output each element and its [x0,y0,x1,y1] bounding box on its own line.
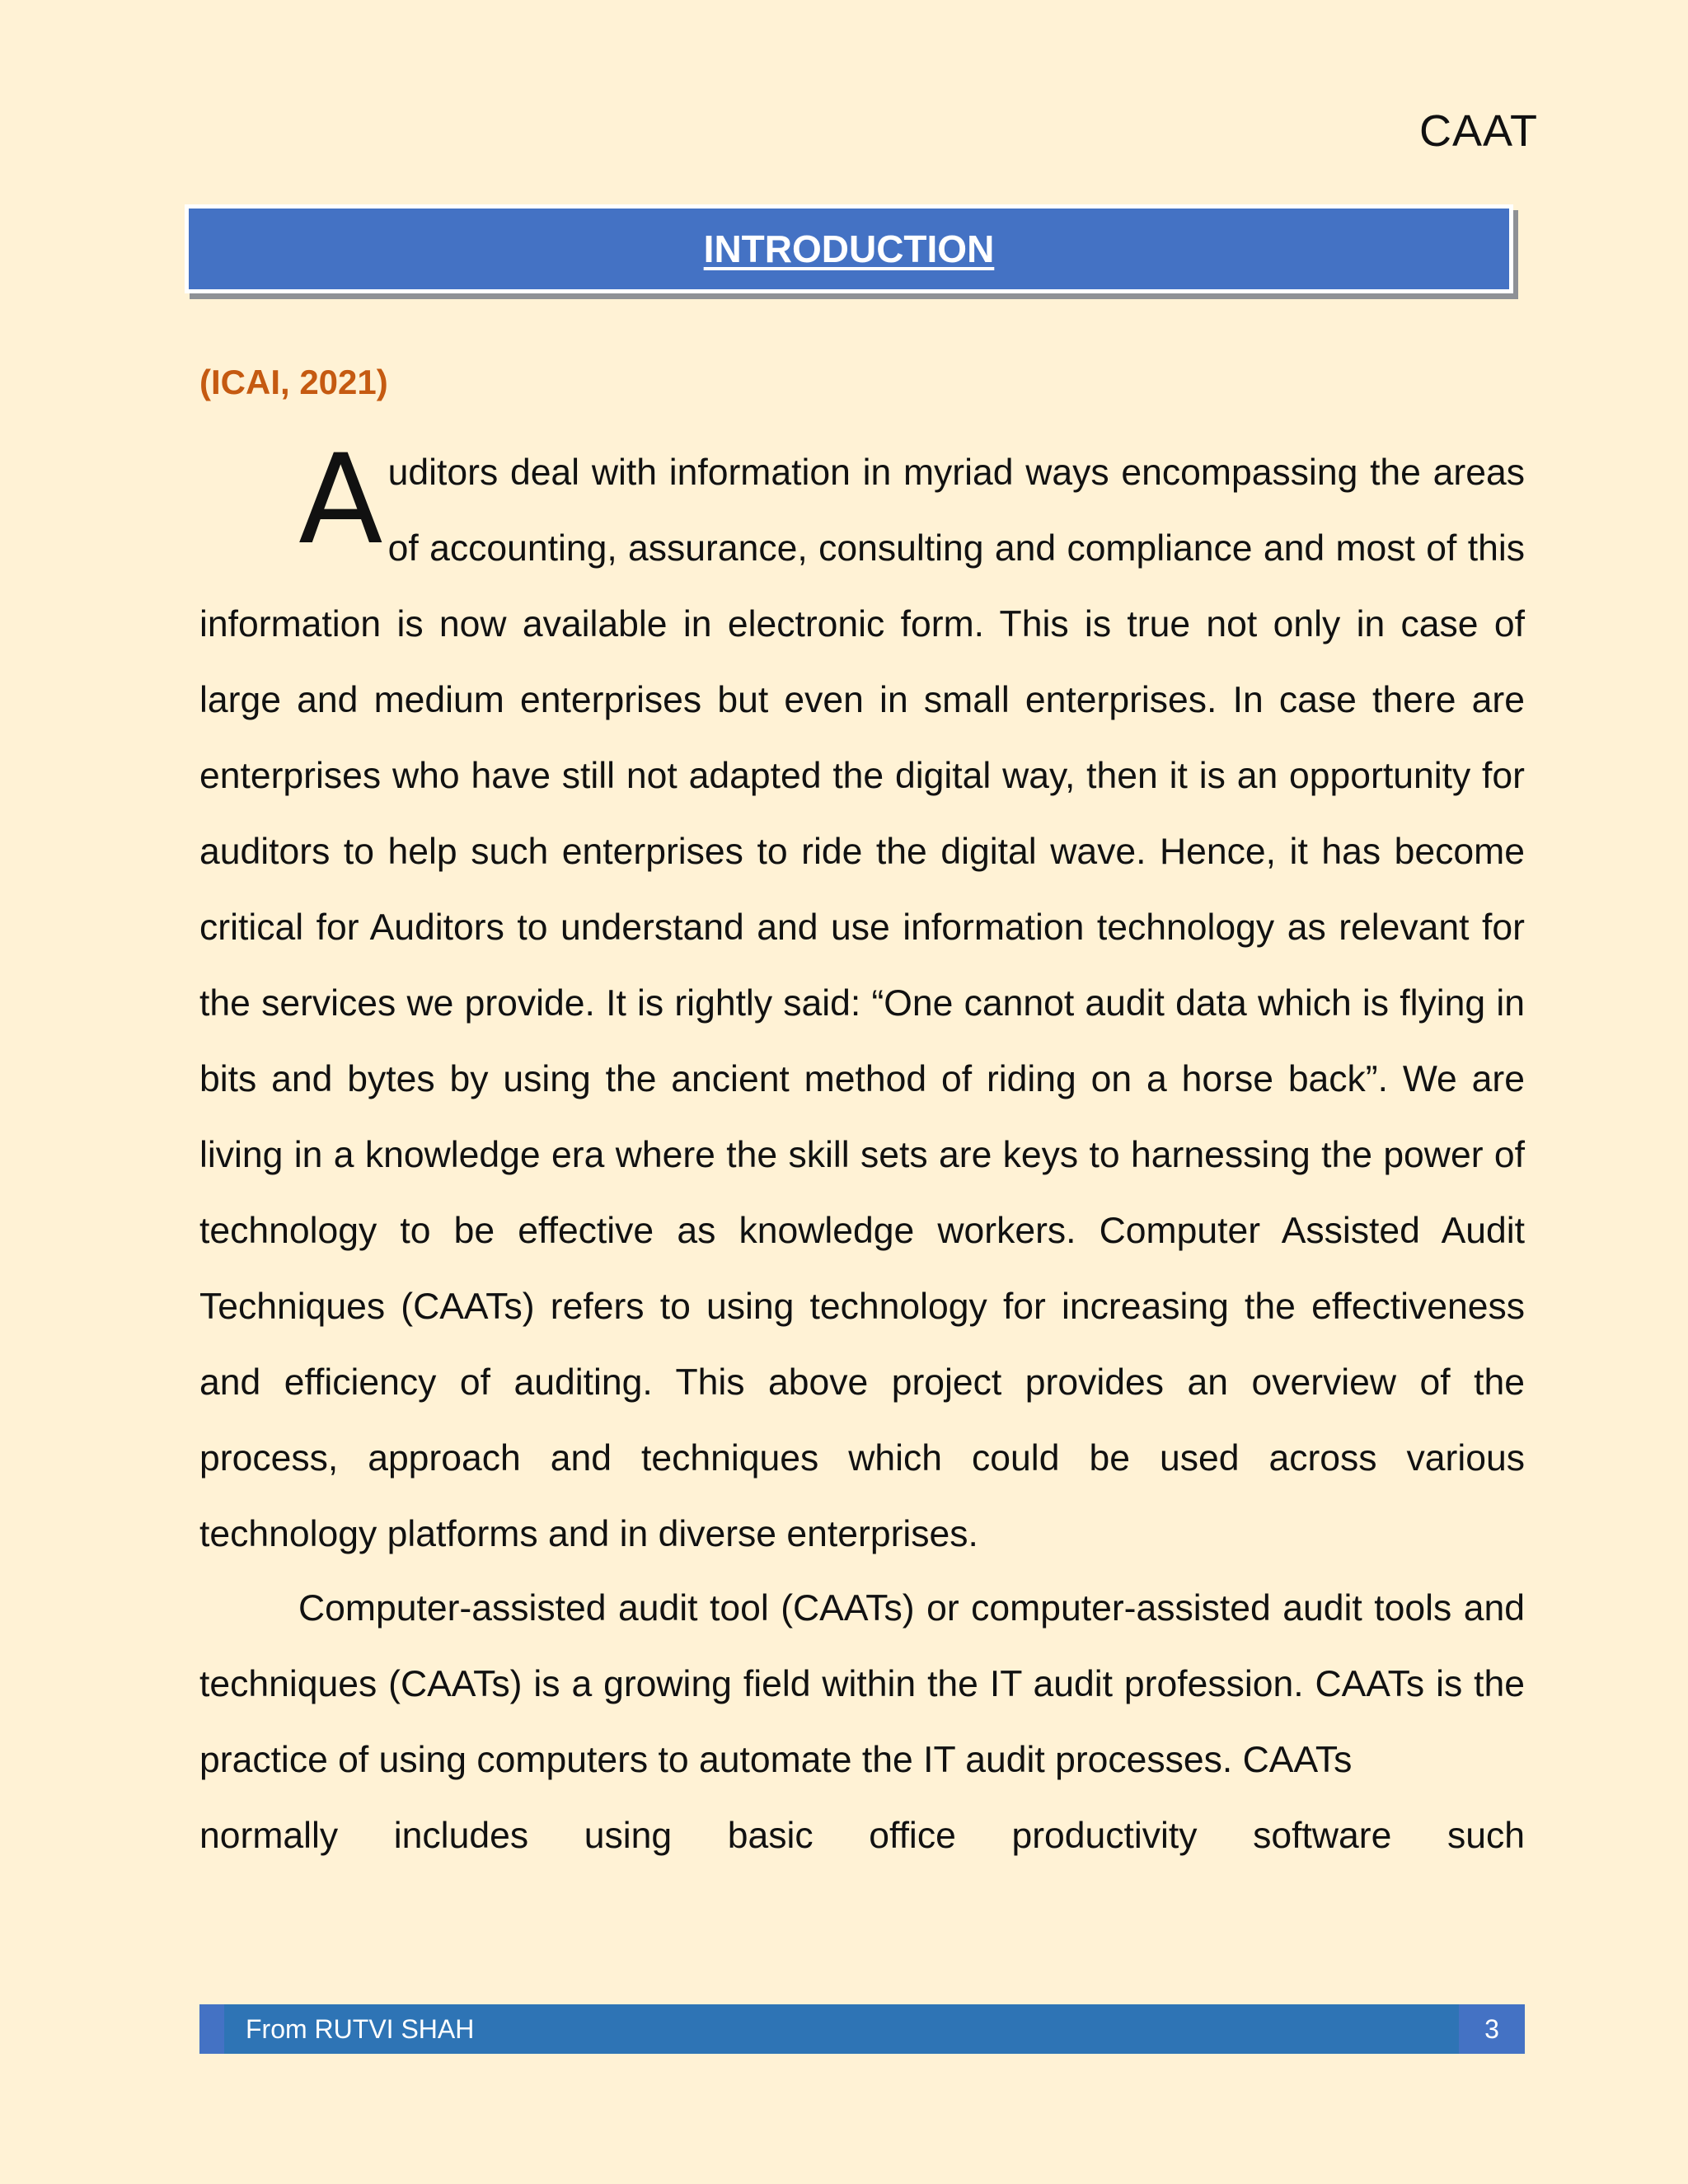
drop-cap: A [298,429,383,572]
paragraph-caats-last-line: normally includes using basic office productivity software such [199,1816,1525,1856]
citation: (ICAI, 2021) [199,363,388,401]
page-footer [199,2004,1525,2054]
section-title-banner [185,204,1513,293]
paragraph-caats: Computer-assisted audit tool (CAATs) or computer-assisted audit tools and techniques (CAATs) is a growing field within the IT audit profession. CAATs is the practice of using computers to automate the IT audit processes. CAATs [199,1588,1525,1780]
document-header-title: CAAT [1418,106,1538,156]
paragraph-introduction-text: uditors deal with information in myriad ways encompassing the areas of accounting, assurance, consulting and compliance and most of this information is now available in electronic form. This is true not only in case of large and medium enterprises but even in small enterprises. In case there are enterprises who have still not adapted the digital way, then it is an opportunity for auditors to help such enterprises to ride the digital wave. Hence, it has become critical for Auditors to understand and use information technology as relevant for the services we provide. It is rightly said: “One cannot audit data which is flying in bits and bytes by using the ancient method of riding on a horse back”. We are living in a knowledge era where the skill sets are keys to harnessing the power of technology to be effective as knowledge workers. Computer Assisted Audit Techniques (CAATs) refers to using technology for increasing the effectiveness and efficiency of auditing. This above project provides an overview of the process, approach and techniques which could be used across various technology platforms and in diverse enterprises. [199,452,1525,1554]
footer-author: From RUTVI SHAH [246,2013,475,2044]
section-title: INTRODUCTION [703,227,995,270]
paragraph-introduction [199,429,1525,1572]
footer-accent [199,2004,224,2054]
page-number: 3 [1459,2004,1525,2054]
